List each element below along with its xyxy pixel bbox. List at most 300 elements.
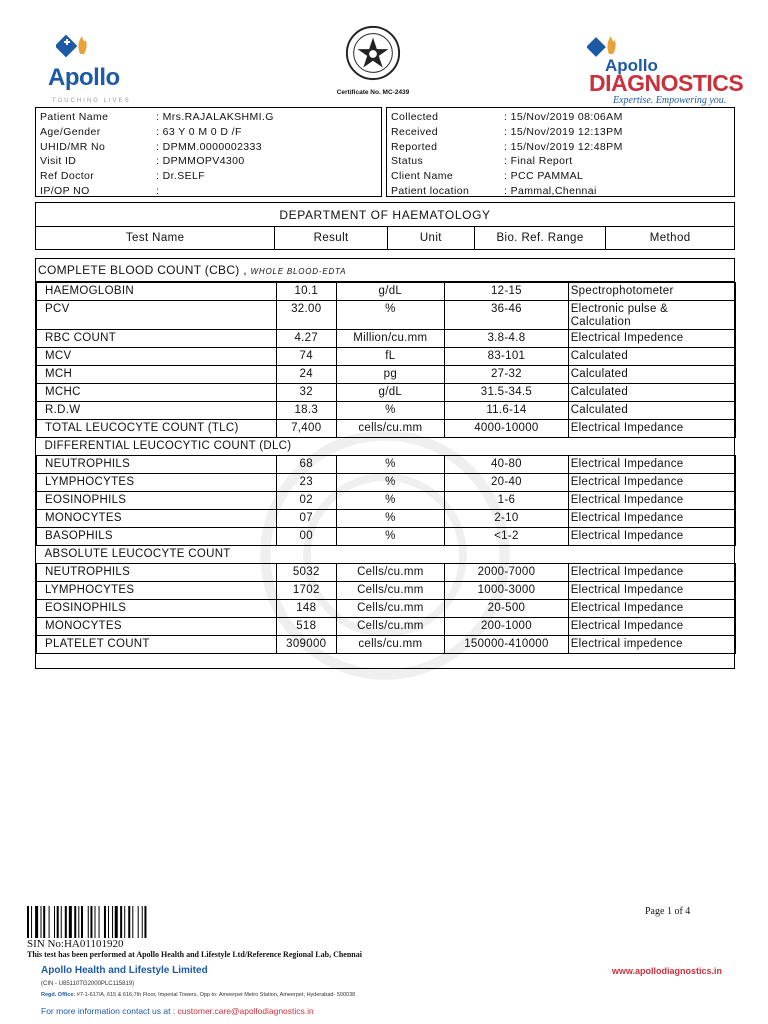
method-value (568, 528, 735, 546)
barcode-bar (144, 906, 146, 938)
test-name (37, 456, 277, 474)
result-value (277, 600, 337, 618)
table-row (37, 510, 736, 528)
patient-row (40, 169, 377, 184)
result-value-text: 1702 (292, 584, 320, 596)
table-row (37, 636, 736, 654)
barcode-bar (88, 906, 89, 938)
method-value-line2: Calculation (570, 316, 631, 328)
result-value (277, 618, 337, 636)
method-value-text: Electronic pulse & (570, 303, 669, 315)
section-row (37, 438, 736, 456)
ref-range-value-text: 40-80 (490, 458, 522, 470)
result-value (277, 402, 337, 420)
test-name (37, 348, 277, 366)
ref-range-value-text: 20-40 (490, 476, 522, 488)
unit-value-text: Cells/cu.mm (357, 584, 424, 596)
patient-label: Patient Name (40, 111, 109, 124)
method-value (568, 348, 735, 366)
unit-value (336, 348, 445, 366)
test-name-text: LYMPHOCYTES (45, 584, 135, 596)
test-name (37, 402, 277, 420)
barcode-bar (69, 906, 72, 938)
test-name-text: PCV (45, 303, 70, 315)
patient-label: UHID/MR No (40, 140, 106, 153)
results-section (35, 258, 735, 669)
test-name (37, 636, 277, 654)
ref-range-value (445, 600, 569, 618)
method-value-text: Calculated (570, 368, 629, 380)
barcode-bar (57, 906, 59, 938)
test-name (37, 283, 277, 301)
contact-label: For more information contact us at : (41, 1006, 176, 1016)
barcode-bar (128, 906, 130, 938)
apollo-diagnostics-logo (585, 34, 744, 106)
table-row (37, 528, 736, 546)
patient-row (40, 154, 377, 169)
barcode-bar (61, 906, 62, 938)
result-value-text: 5032 (292, 566, 320, 578)
result-value (277, 564, 337, 582)
method-value-text: Electrical Impedance (570, 584, 684, 596)
unit-value (336, 474, 445, 492)
contact-line (41, 1006, 314, 1016)
method-value-text: Electrical impedence (570, 638, 683, 650)
department-title: DEPARTMENT OF HAEMATOLOGY (36, 203, 734, 227)
diagnostics-tagline: Expertise. Empowering you. (613, 95, 727, 106)
unit-value-text: Million/cu.mm (353, 332, 428, 344)
result-value (277, 330, 337, 348)
patient-info-box (35, 107, 382, 197)
table-row (37, 301, 736, 330)
method-value-text: Calculated (570, 386, 629, 398)
test-name-text: BASOPHILS (45, 530, 113, 542)
test-name-text: HAEMOGLOBIN (45, 285, 134, 297)
ref-range-value (445, 456, 569, 474)
collection-value: : PCC PAMMAL (504, 170, 584, 183)
unit-value-text: % (385, 476, 396, 488)
result-value-text: 518 (296, 620, 317, 632)
ref-range-value-text: 3.8-4.8 (487, 332, 526, 344)
collection-label: Client Name (391, 170, 454, 183)
collection-row (391, 154, 730, 169)
collection-value: : Pammal,Chennai (504, 184, 597, 197)
unit-value-text: % (385, 303, 396, 315)
method-value-text: Calculated (570, 404, 629, 416)
unit-value (336, 366, 445, 384)
panel-title (36, 259, 734, 282)
table-row (37, 366, 736, 384)
unit-value (336, 402, 445, 420)
ref-range-value (445, 330, 569, 348)
col-test-name: Test Name (36, 227, 275, 250)
method-value (568, 474, 735, 492)
unit-value (336, 492, 445, 510)
test-name (37, 564, 277, 582)
diagnostics-wordmark: DIAGNOSTICS (589, 70, 744, 96)
unit-value-text: cells/cu.mm (358, 422, 423, 434)
apollo-wordmark: Apollo (48, 64, 120, 91)
table-row (37, 564, 736, 582)
unit-value (336, 582, 445, 600)
patient-label: Visit ID (40, 155, 77, 168)
test-name-text: MONOCYTES (45, 512, 122, 524)
page-number: Page 1 of 4 (645, 906, 691, 917)
result-value-text: 07 (299, 512, 313, 524)
test-name-text: EOSINOPHILS (45, 602, 127, 614)
ref-range-value (445, 384, 569, 402)
result-value-text: 32 (299, 386, 313, 398)
unit-value (336, 301, 445, 330)
ref-range-value-text: 200-1000 (480, 620, 532, 632)
test-name-text: LYMPHOCYTES (45, 476, 135, 488)
unit-value-text: % (385, 404, 396, 416)
method-value (568, 283, 735, 301)
website-link[interactable]: www.apollodiagnostics.in (611, 966, 722, 976)
table-row (37, 283, 736, 301)
table-row (37, 402, 736, 420)
ref-range-value (445, 564, 569, 582)
result-value (277, 492, 337, 510)
barcode-bar (120, 906, 122, 938)
patient-value: : DPMMOPV4300 (156, 155, 245, 168)
section-row (37, 546, 736, 564)
barcode-bar (115, 906, 118, 938)
table-row (37, 420, 736, 438)
collection-label: Status (391, 155, 424, 168)
nabl-certificate (318, 24, 428, 100)
method-value-text: Electrical Impedence (570, 332, 684, 344)
barcode-bar (74, 906, 76, 938)
test-name (37, 492, 277, 510)
ref-range-value-text: <1-2 (494, 530, 519, 542)
result-value-text: 18.3 (294, 404, 319, 416)
method-value (568, 384, 735, 402)
method-value (568, 420, 735, 438)
barcode-bar (49, 906, 50, 938)
registered-office (41, 992, 355, 998)
method-value (568, 600, 735, 618)
unit-value (336, 528, 445, 546)
method-value-text: Electrical Impedance (570, 566, 684, 578)
cin-number: (CIN - U85110TG2000PLC115819) (41, 981, 135, 987)
result-value-text: 32.00 (291, 303, 322, 315)
method-value (568, 510, 735, 528)
unit-value-text: % (385, 494, 396, 506)
unit-value (336, 564, 445, 582)
barcode-bar (99, 906, 100, 938)
patient-row (40, 139, 377, 154)
table-row (37, 582, 736, 600)
results-table (36, 282, 736, 654)
barcode-bar (90, 906, 92, 938)
unit-value-text: Cells/cu.mm (357, 620, 424, 632)
table-row (37, 492, 736, 510)
performed-note: This test has been performed at Apollo Health and Lifestyle Ltd/Reference Regional Lab, Chennai (27, 950, 362, 959)
result-value-text: 02 (299, 494, 313, 506)
result-value (277, 301, 337, 330)
table-row (37, 384, 736, 402)
result-value (277, 582, 337, 600)
table-row (37, 330, 736, 348)
collection-label: Received (391, 126, 438, 139)
test-name (37, 420, 277, 438)
collection-value: : 15/Nov/2019 12:13PM (504, 126, 623, 139)
ref-range-value (445, 402, 569, 420)
barcode-bar (43, 906, 45, 938)
patient-row (40, 125, 377, 140)
unit-value (336, 456, 445, 474)
method-value-text: Electrical Impedance (570, 602, 684, 614)
collection-value: : 15/Nov/2019 08:06AM (504, 111, 623, 124)
col-ref-range: Bio. Ref. Range (475, 227, 607, 250)
patient-value: : DPMM.0000002333 (156, 140, 263, 153)
ref-range-value-text: 31.5-34.5 (480, 386, 533, 398)
ref-range-value-text: 4000-10000 (474, 422, 539, 434)
patient-label: Ref Doctor (40, 170, 95, 183)
barcode-bar (54, 906, 55, 938)
company-name: Apollo Health and Lifestyle Limited (41, 965, 208, 976)
method-value (568, 301, 735, 330)
result-value-text: 10.1 (294, 285, 319, 297)
ref-range-value-text: 27-32 (490, 368, 522, 380)
table-row (37, 456, 736, 474)
test-name-text: MONOCYTES (45, 620, 122, 632)
ref-range-value (445, 510, 569, 528)
ref-range-value (445, 474, 569, 492)
method-value (568, 618, 735, 636)
unit-value-text: pg (383, 368, 398, 380)
method-value-text: Electrical Impedance (570, 476, 684, 488)
method-value (568, 330, 735, 348)
ref-range-value-text: 2000-7000 (477, 566, 536, 578)
barcode-bar (31, 906, 32, 938)
barcode-bar (104, 906, 106, 938)
ref-range-value-text: 83-101 (487, 350, 526, 362)
collection-row (391, 169, 730, 184)
unit-value-text: g/dL (378, 285, 403, 297)
unit-value-text: % (385, 458, 396, 470)
result-value (277, 456, 337, 474)
unit-value (336, 510, 445, 528)
barcode-bar (142, 906, 143, 938)
ref-range-value-text: 20-500 (487, 602, 526, 614)
specimen-type: WHOLE BLOOD-EDTA (250, 267, 347, 276)
apollo-tagline: TOUCHING LIVES (52, 98, 131, 104)
ref-range-value-text: 150000-410000 (464, 638, 549, 650)
ref-range-value (445, 492, 569, 510)
result-value-text: 24 (299, 368, 313, 380)
unit-value-text: Cells/cu.mm (357, 566, 424, 578)
test-name (37, 384, 277, 402)
collection-row (391, 110, 730, 125)
test-name (37, 582, 277, 600)
unit-value-text: g/dL (378, 386, 403, 398)
ref-range-value-text: 1000-3000 (477, 584, 536, 596)
collection-value: : 15/Nov/2019 12:48PM (504, 140, 623, 153)
barcode-bar (81, 906, 83, 938)
barcode-bar (132, 906, 133, 938)
method-value-text: Electrical Impedance (570, 458, 684, 470)
patient-value: : 63 Y 0 M 0 D /F (156, 126, 242, 139)
collection-row (391, 183, 730, 198)
test-name (37, 528, 277, 546)
ref-range-value (445, 420, 569, 438)
ref-range-value (445, 348, 569, 366)
method-value (568, 456, 735, 474)
result-value-text: 148 (296, 602, 317, 614)
method-value (568, 402, 735, 420)
method-value-text: Electrical Impedance (570, 422, 684, 434)
barcode-bar (35, 906, 38, 938)
unit-value (336, 618, 445, 636)
ref-range-value-text: 11.6-14 (486, 404, 527, 416)
test-name (37, 330, 277, 348)
sin-number: SIN No:HA01101920 (27, 938, 124, 950)
patient-row (40, 183, 377, 198)
method-value (568, 582, 735, 600)
certificate-number: Certificate No. MC-2439 (336, 89, 410, 96)
table-row (37, 600, 736, 618)
patient-value: : (156, 184, 160, 197)
test-name-text: NEUTROPHILS (45, 566, 131, 578)
ref-range-value (445, 528, 569, 546)
barcode-bar (78, 906, 79, 938)
ref-range-value (445, 366, 569, 384)
test-name-text: TOTAL LEUCOCYTE COUNT (TLC) (45, 422, 239, 434)
method-value-text: Calculated (570, 350, 629, 362)
result-value-text: 309000 (286, 638, 327, 650)
patient-label: IP/OP NO (40, 184, 90, 197)
patient-value: : Dr.SELF (156, 170, 206, 183)
test-name (37, 618, 277, 636)
collection-value: : Final Report (504, 155, 573, 168)
apollo-torch-icon (56, 32, 90, 66)
ref-range-value-text: 12-15 (490, 285, 522, 297)
method-value-text: Electrical Impedance (570, 494, 684, 506)
ref-range-value (445, 283, 569, 301)
unit-value-text: % (385, 512, 396, 524)
collection-label: Reported (391, 140, 438, 153)
test-name-text: NEUTROPHILS (45, 458, 131, 470)
ref-range-value (445, 636, 569, 654)
regd-label: Regd. Office: (41, 992, 76, 998)
barcode-bar (138, 906, 139, 938)
col-method: Method (649, 232, 691, 244)
test-name-text: MCH (45, 368, 73, 380)
unit-value (336, 330, 445, 348)
collection-info-box (386, 107, 735, 197)
table-row (37, 348, 736, 366)
method-value-text: Electrical Impedance (570, 530, 684, 542)
barcode-bar (41, 906, 42, 938)
unit-value (336, 283, 445, 301)
result-value (277, 348, 337, 366)
barcode-bar (27, 906, 29, 938)
section-title: DIFFERENTIAL LEUCOCYTIC COUNT (DLC) (44, 440, 292, 452)
ref-range-value (445, 582, 569, 600)
result-value (277, 420, 337, 438)
test-name-text: MCV (45, 350, 72, 362)
test-name (37, 510, 277, 528)
method-value-text: Electrical Impedance (570, 512, 684, 524)
method-value (568, 636, 735, 654)
method-value (568, 564, 735, 582)
result-value (277, 510, 337, 528)
diagnostics-wordmark-apollo: Apollo (605, 56, 658, 75)
barcode (27, 906, 183, 938)
test-name-text: RBC COUNT (45, 332, 117, 344)
method-value (568, 492, 735, 510)
unit-value (336, 636, 445, 654)
test-name-text: PLATELET COUNT (45, 638, 150, 650)
barcode-bar (112, 906, 113, 938)
result-value-text: 00 (299, 530, 313, 542)
collection-row (391, 139, 730, 154)
method-value (568, 366, 735, 384)
column-headers (36, 227, 734, 250)
regd-address: #7-1-617/A, 615 & 616,7th Floor, Imperial Towers, Opp to: Ameerpet Metro Station, Ameerpet, Hyderabad- 500038 (76, 992, 356, 998)
department-header (35, 202, 735, 250)
barcode-bar (108, 906, 109, 938)
test-name (37, 301, 277, 330)
unit-value-text: fL (385, 350, 396, 362)
barcode-bar (124, 906, 125, 938)
section-title: ABSOLUTE LEUCOCYTE COUNT (44, 548, 231, 560)
company-footer (27, 962, 740, 1016)
col-result: Result (275, 227, 388, 250)
ref-range-value-text: 36-46 (490, 303, 522, 315)
patient-label: Age/Gender (40, 126, 101, 139)
contact-email[interactable]: customer.care@apollodiagnostics.in (177, 1006, 314, 1016)
ref-range-value-text: 1-6 (497, 494, 516, 506)
ref-range-value-text: 2-10 (494, 512, 519, 524)
method-value-text: Spectrophotometer (570, 285, 674, 297)
result-value (277, 636, 337, 654)
apollo-logo (42, 32, 142, 106)
unit-value-text: Cells/cu.mm (357, 602, 424, 614)
result-value-text: 7,400 (291, 422, 322, 434)
collection-label: Collected (391, 111, 439, 124)
unit-value-text: % (385, 530, 396, 542)
result-value-text: 74 (299, 350, 313, 362)
test-name-text: EOSINOPHILS (45, 494, 127, 506)
result-value (277, 283, 337, 301)
unit-value (336, 384, 445, 402)
barcode-bar (95, 906, 96, 938)
ref-range-value (445, 618, 569, 636)
collection-label: Patient location (391, 184, 470, 197)
unit-value (336, 420, 445, 438)
col-unit: Unit (388, 227, 475, 250)
result-value (277, 474, 337, 492)
table-row (37, 474, 736, 492)
collection-row (391, 125, 730, 140)
nabl-seal-icon (344, 24, 402, 82)
test-name (37, 600, 277, 618)
test-name-text: MCHC (45, 386, 81, 398)
barcode-bar (65, 906, 67, 938)
panel-name: COMPLETE BLOOD COUNT (CBC) , (38, 263, 247, 277)
patient-value: : Mrs.RAJALAKSHMI.G (156, 111, 274, 124)
ref-range-value (445, 301, 569, 330)
table-row (37, 618, 736, 636)
result-value-text: 68 (299, 458, 313, 470)
result-value (277, 384, 337, 402)
unit-value (336, 600, 445, 618)
result-value (277, 366, 337, 384)
method-value-text: Electrical Impedance (570, 620, 684, 632)
